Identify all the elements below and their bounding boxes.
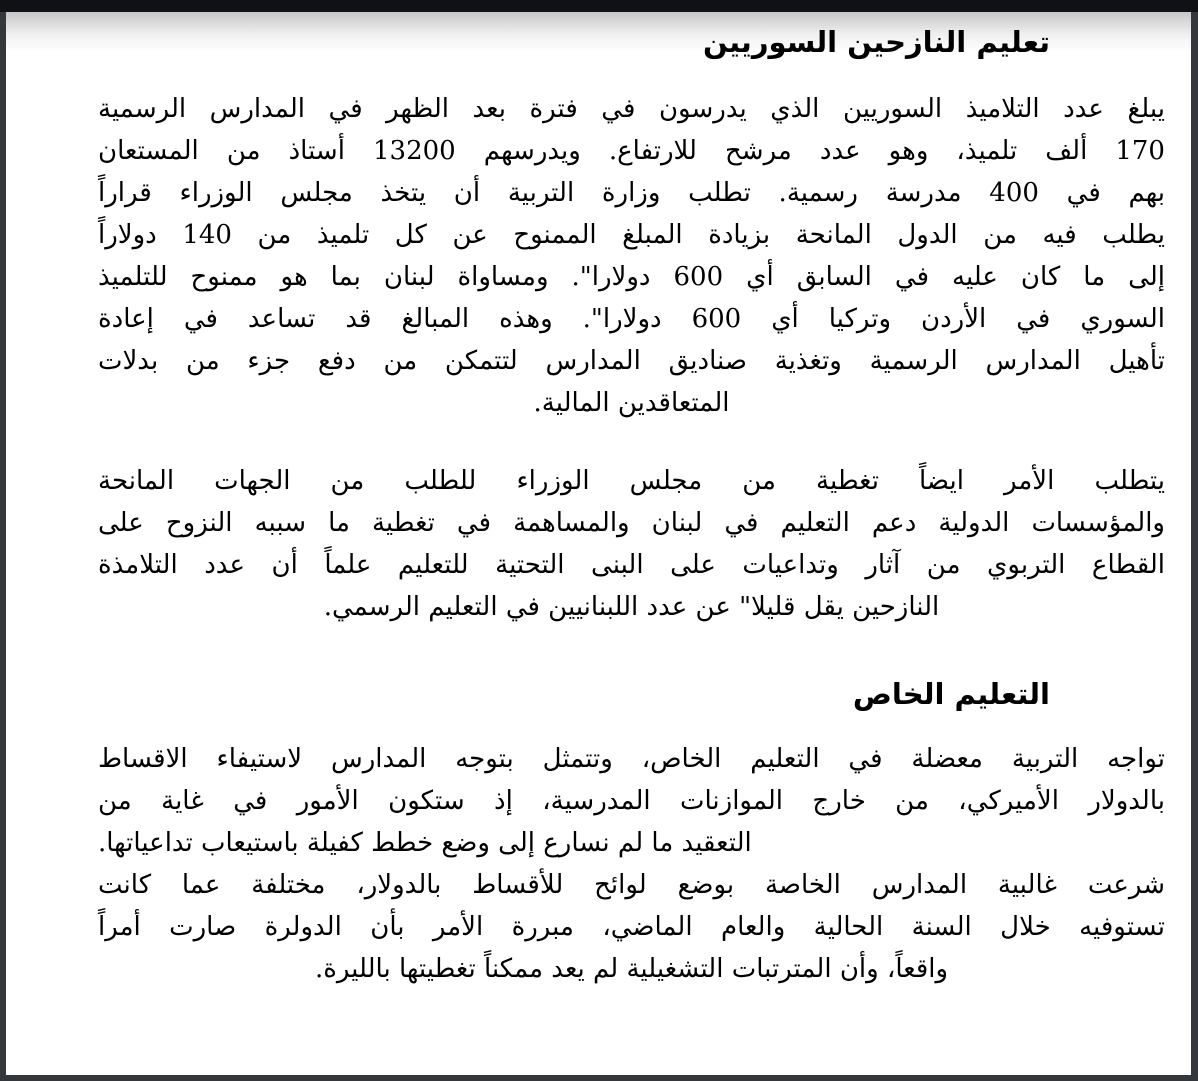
- text-line: يطلب فيه من الدول المانحة بزيادة المبلغ الممنوح عن كل تلميذ من 140 دولاراً: [98, 220, 1165, 250]
- text-line: السوري في الأردن وتركيا أي 600 دولارا". وهذه المبالغ قد تساعد في إعادة: [98, 304, 1165, 334]
- section-heading-private-education: التعليم الخاص: [852, 677, 1050, 711]
- text-line: بهم في 400 مدرسة رسمية. تطلب وزارة التربية أن يتخذ مجلس الوزراء قراراً: [98, 178, 1165, 208]
- text-line: 170 ألف تلميذ، وهو عدد مرشح للارتفاع. ويدرسهم 13200 أستاذ من المستعان: [98, 136, 1165, 166]
- text-line: بالدولار الأميركي، من خارج الموازنات المدرسية، إذ ستكون الأمور في غاية من: [98, 786, 1165, 816]
- text-line: التعقيد ما لم نسارع إلى وضع خطط كفيلة باستيعاب تداعياتها.: [98, 828, 752, 858]
- window-edge-top: [0, 0, 1198, 12]
- window-edge-right: [1191, 12, 1198, 1081]
- section-heading-syrian-displaced-education: تعليم النازحين السوريين: [703, 25, 1050, 59]
- text-line: تأهيل المدارس الرسمية وتغذية صناديق المدارس لتتمكن من دفع جزء من بدلات: [98, 346, 1165, 376]
- text-line: تواجه التربية معضلة في التعليم الخاص، وتتمثل بتوجه المدارس لاستيفاء الاقساط: [98, 744, 1165, 774]
- text-line: يبلغ عدد التلاميذ السوريين الذي يدرسون في فترة بعد الظهر في المدارس الرسمية: [98, 94, 1165, 124]
- paragraph: [98, 864, 1165, 990]
- text-line: النازحين يقل قليلا" عن عدد اللبنانيين في التعليم الرسمي.: [323, 592, 940, 622]
- text-line: القطاع التربوي من آثار وتداعيات على البنى التحتية للتعليم علماً أن عدد التلامذة: [98, 550, 1165, 580]
- paragraph: [98, 738, 1165, 864]
- text-line: واقعاً، وأن المترتبات التشغيلية لم يعد ممكناً تغطيتها بالليرة.: [314, 954, 949, 984]
- paragraph: [98, 88, 1165, 424]
- text-line: تستوفيه خلال السنة الحالية والعام الماضي، مبررة الأمر بأن الدولرة صارت أمراً: [98, 912, 1165, 942]
- text-line: شرعت غالبية المدارس الخاصة بوضع لوائح للأقساط بالدولار، مختلفة عما كانت: [98, 870, 1165, 900]
- window-edge-bottom: [0, 1075, 1198, 1081]
- text-line: يتطلب الأمر ايضاً تغطية من مجلس الوزراء للطلب من الجهات المانحة: [98, 466, 1165, 496]
- text-line: والمؤسسات الدولية دعم التعليم في لبنان والمساهمة في تغطية ما سببه النزوح على: [98, 508, 1165, 538]
- text-line: إلى ما كان عليه في السابق أي 600 دولارا". ومساواة لبنان بما هو ممنوح للتلميذ: [98, 262, 1165, 292]
- paragraph: [98, 460, 1165, 628]
- window-edge-left: [0, 12, 6, 1081]
- text-line: المتعاقدين المالية.: [533, 388, 730, 418]
